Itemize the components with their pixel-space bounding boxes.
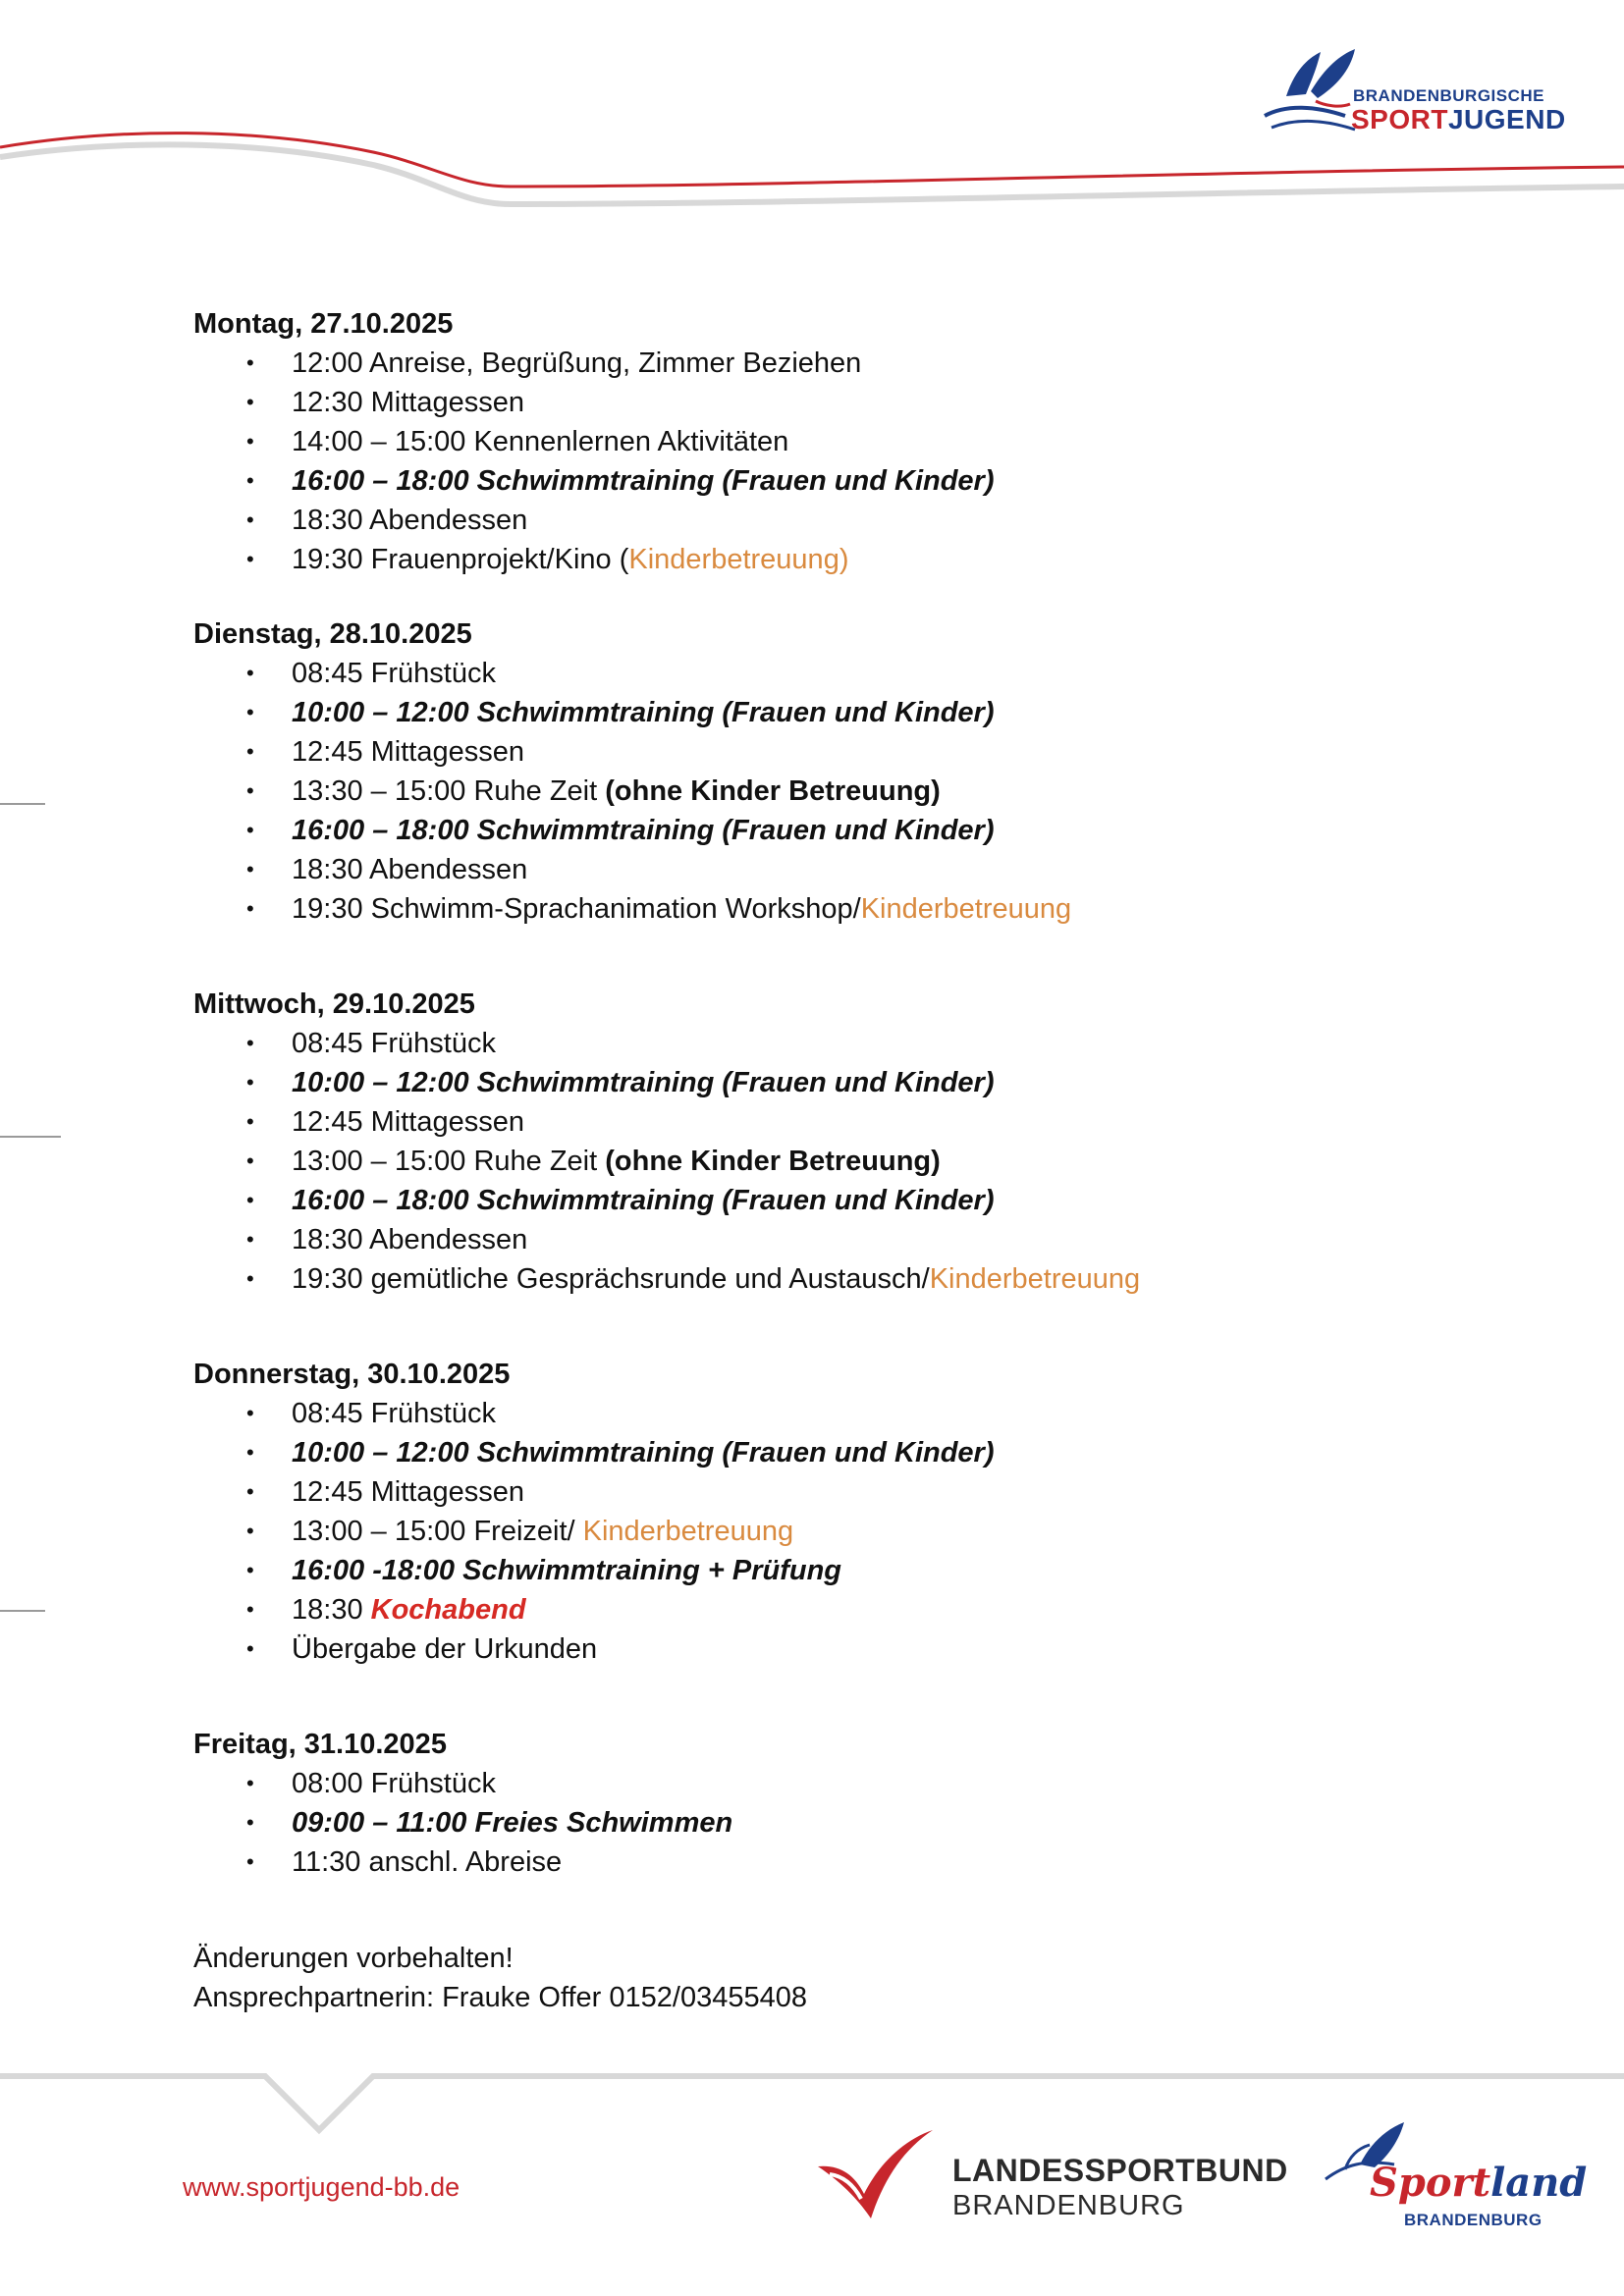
bullet-icon: •	[246, 1849, 254, 1874]
item-text: 18:30 Abendessen	[292, 854, 528, 885]
list-item	[193, 1512, 1470, 1551]
kinderbetreuung-text: Kinderbetreuung	[860, 893, 1072, 925]
list-item	[193, 889, 1470, 929]
bullet-icon: •	[246, 468, 254, 493]
item-text: 13:30 – 15:00 Ruhe Zeit	[292, 775, 606, 807]
list-item	[193, 383, 1470, 422]
item-text: 16:00 – 18:00 Schwimmtraining (Frauen und Kinder)	[292, 1185, 995, 1216]
item-text: 09:00 – 11:00 Freies Schwimmen	[292, 1807, 733, 1839]
sportland-sport: Sport	[1370, 2160, 1491, 2206]
bullet-icon: •	[246, 390, 254, 414]
bullet-icon: •	[246, 350, 254, 375]
day-title: Donnerstag, 30.10.2025	[193, 1359, 511, 1390]
sportland-wordmark	[1370, 2160, 1587, 2206]
item-text: 08:00 Frühstück	[292, 1768, 496, 1799]
bullet-icon: •	[246, 1227, 254, 1252]
bullet-icon: •	[246, 1109, 254, 1134]
lsb-name-line2: BRANDENBURG	[952, 2190, 1185, 2221]
fold-mark	[0, 1610, 45, 1612]
fold-mark	[0, 803, 45, 805]
list-item	[193, 1181, 1470, 1220]
checkmark-logo-icon	[810, 2125, 938, 2233]
day-title: Mittwoch, 29.10.2025	[193, 988, 475, 1020]
item-text: 16:00 – 18:00 Schwimmtraining (Frauen und Kinder)	[292, 465, 995, 497]
list-item	[193, 1764, 1470, 1803]
list-item	[193, 1063, 1470, 1102]
list-item	[193, 1803, 1470, 1842]
item-text: 16:00 -18:00 Schwimmtraining + Prüfung	[292, 1555, 842, 1586]
bullet-icon: •	[246, 1771, 254, 1795]
bullet-icon: •	[246, 1558, 254, 1582]
list-item	[193, 1590, 1470, 1629]
bullet-icon: •	[246, 1810, 254, 1835]
item-text: 08:45 Frühstück	[292, 1398, 496, 1429]
bullet-icon: •	[246, 661, 254, 685]
list-item	[193, 654, 1470, 693]
list-item	[193, 772, 1470, 811]
day-mittwoch	[193, 985, 1470, 1299]
bullet-icon: •	[246, 857, 254, 881]
day-montag	[193, 304, 1470, 579]
bullet-icon: •	[246, 547, 254, 571]
item-text: 08:45 Frühstück	[292, 1028, 496, 1059]
list-item	[193, 732, 1470, 772]
item-text: 10:00 – 12:00 Schwimmtraining (Frauen und Kinder)	[292, 697, 995, 728]
bullet-icon: •	[246, 700, 254, 724]
landessportbund-logo	[810, 2125, 1288, 2233]
sportland-subtitle: BRANDENBURG	[1404, 2211, 1543, 2229]
day-dienstag	[193, 614, 1470, 929]
day-freitag	[193, 1725, 1470, 1882]
website-link[interactable]: www.sportjugend-bb.de	[183, 2172, 460, 2202]
bullet-icon: •	[246, 1597, 254, 1622]
list-item	[193, 422, 1470, 461]
notes	[193, 1939, 807, 2017]
logo-sport-text: SPORT	[1351, 104, 1448, 134]
bullet-icon: •	[246, 1148, 254, 1173]
item-text: 12:30 Mittagessen	[292, 387, 524, 418]
list-item	[193, 1433, 1470, 1472]
list-item	[193, 461, 1470, 501]
item-text: 08:45 Frühstück	[292, 658, 496, 689]
item-text: 19:30 gemütliche Gesprächsrunde und Austausch/	[292, 1263, 930, 1295]
item-text: 13:00 – 15:00 Freizeit/	[292, 1516, 583, 1547]
schedule	[193, 304, 1470, 1882]
contact-person: Ansprechpartnerin: Frauke Offer 0152/03455408	[193, 1982, 807, 2013]
item-note: (ohne Kinder Betreuung)	[605, 775, 941, 807]
list-item	[193, 1842, 1470, 1882]
day-title: Dienstag, 28.10.2025	[193, 618, 472, 650]
list-item	[193, 850, 1470, 889]
list-item	[193, 1394, 1470, 1433]
item-text: 16:00 – 18:00 Schwimmtraining (Frauen und Kinder)	[292, 815, 995, 846]
bullet-icon: •	[246, 1440, 254, 1465]
list-item	[193, 1629, 1470, 1669]
item-text: 18:30	[292, 1594, 371, 1626]
item-note: (ohne Kinder Betreuung)	[605, 1146, 941, 1177]
item-text: 10:00 – 12:00 Schwimmtraining (Frauen und Kinder)	[292, 1437, 995, 1468]
logo-brand-line1: BRANDENBURGISCHE	[1353, 86, 1545, 105]
list-item	[193, 1142, 1470, 1181]
lsb-name-line1: LANDESSPORTBUND	[952, 2153, 1288, 2188]
sportjugend-logo	[1257, 47, 1571, 155]
logo-brand-line2	[1351, 104, 1566, 135]
item-text: 18:30 Abendessen	[292, 505, 528, 536]
item-text: 10:00 – 12:00 Schwimmtraining (Frauen und Kinder)	[292, 1067, 995, 1098]
changes-note: Änderungen vorbehalten!	[193, 1943, 514, 1974]
bullet-icon: •	[246, 1031, 254, 1055]
list-item	[193, 693, 1470, 732]
sportland-land: land	[1490, 2160, 1588, 2206]
bullet-icon: •	[246, 739, 254, 764]
item-text: Übergabe der Urkunden	[292, 1633, 598, 1665]
list-item	[193, 501, 1470, 540]
list-item	[193, 1220, 1470, 1259]
bullet-icon: •	[246, 1266, 254, 1291]
item-text: 12:45 Mittagessen	[292, 736, 524, 768]
day-title: Montag, 27.10.2025	[193, 308, 454, 340]
item-text: 12:45 Mittagessen	[292, 1476, 524, 1508]
logo-jugend-text: JUGEND	[1447, 104, 1566, 134]
day-donnerstag	[193, 1355, 1470, 1669]
sportland-brandenburg-logo	[1311, 2120, 1588, 2248]
bullet-icon: •	[246, 1636, 254, 1661]
bullet-icon: •	[246, 429, 254, 454]
list-item	[193, 1259, 1470, 1299]
item-text: 13:00 – 15:00 Ruhe Zeit	[292, 1146, 606, 1177]
bullet-icon: •	[246, 1188, 254, 1212]
item-text: 14:00 – 15:00 Kennenlernen Aktivitäten	[292, 426, 789, 457]
list-item	[193, 1024, 1470, 1063]
list-item	[193, 540, 1470, 579]
list-item	[193, 1102, 1470, 1142]
punch-mark	[0, 1136, 61, 1138]
kinderbetreuung-text: Kinderbetreuung	[929, 1263, 1141, 1295]
bullet-icon: •	[246, 778, 254, 803]
bird-icon	[1257, 47, 1365, 135]
bullet-icon: •	[246, 1479, 254, 1504]
item-text: 12:45 Mittagessen	[292, 1106, 524, 1138]
day-title: Freitag, 31.10.2025	[193, 1729, 447, 1760]
item-text: 18:30 Abendessen	[292, 1224, 528, 1255]
list-item	[193, 1472, 1470, 1512]
bullet-icon: •	[246, 896, 254, 921]
list-item	[193, 344, 1470, 383]
list-item	[193, 1551, 1470, 1590]
bullet-icon: •	[246, 507, 254, 532]
item-text: 19:30 Schwimm-Sprachanimation Workshop/	[292, 893, 861, 925]
bullet-icon: •	[246, 1401, 254, 1425]
bullet-icon: •	[246, 818, 254, 842]
item-text: 12:00 Anreise, Begrüßung, Zimmer Beziehen	[292, 347, 862, 379]
item-text: 19:30 Frauenprojekt/Kino (	[292, 544, 629, 575]
item-text: 11:30 anschl. Abreise	[292, 1846, 563, 1878]
list-item	[193, 811, 1470, 850]
kinderbetreuung-text: Kinderbetreuung	[582, 1516, 794, 1547]
kochabend-text: Kochabend	[370, 1594, 526, 1626]
bullet-icon: •	[246, 1519, 254, 1543]
bullet-icon: •	[246, 1070, 254, 1095]
kinderbetreuung-text: Kinderbetreuung)	[628, 544, 849, 575]
